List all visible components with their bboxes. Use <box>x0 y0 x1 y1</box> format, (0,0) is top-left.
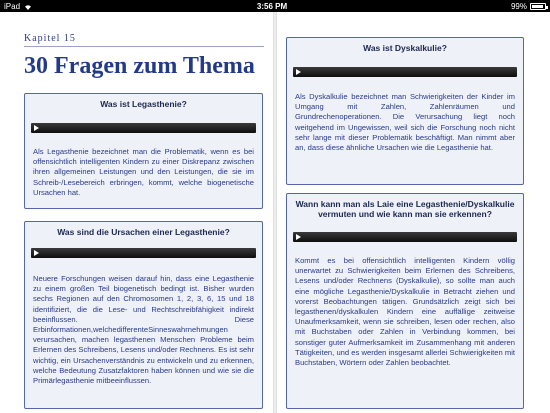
chapter-label: Kapitel 15 <box>24 33 76 44</box>
battery-percent: 99% <box>510 1 527 11</box>
question-title: Was ist Dyskalkulie? <box>363 43 447 53</box>
play-icon[interactable] <box>34 125 39 131</box>
chapter-divider <box>24 46 264 47</box>
question-title: Was ist Legasthenie? <box>100 99 187 109</box>
play-icon[interactable] <box>296 234 301 240</box>
page-title: 30 Fragen zum Thema <box>24 53 255 79</box>
play-icon[interactable] <box>34 250 39 256</box>
audio-player[interactable] <box>31 248 256 258</box>
question-card-dyskalkulie <box>286 37 524 185</box>
status-bar <box>0 0 550 12</box>
answer-text: Als Legasthenie bezeichnet man die Problematik, wenn es bei offensichtlich intelligenten Kindern zu einer Diskrepanz zwischen ihren allgemeinen Leistungen und den Leistungen, die sie im Schreib-/Lesebereich erbringen, kommt, welche biogenetische Ursachen hat. <box>33 147 254 197</box>
status-right <box>511 2 546 11</box>
answer-text: Als Dyskalkulie bezeichnet man Schwierigkeiten der Kinder im Umgang mit Zahlen, Zahlenräumen und Grundrechenoperationen. Die Verursachung liegt noch weitgehend im Ungewissen, weil sich die Forschung noch nicht sehr lange mit dieser Problematik beschäftigt. Man nimmt aber an, dass diese ähnliche Ursachen wie die Legasthenie hat. <box>295 92 515 153</box>
battery-icon <box>530 3 546 10</box>
page-gutter <box>273 12 277 413</box>
answer-text: Neuere Forschungen weisen darauf hin, dass eine Legasthenie zu einem großen Teil biogenetisch bedingt ist. Bisher wurden sechs Regionen auf den Chromosomen 1, 2, 3, 6, 15 und 18 identifiziert, die die Lese- und Rechtschreibfähigkeit indirekt beeinflussen. Diese Erbinformationen,welchedifferenteSinneswahrnehmungen verursachen, machen legasthenen Menschen Probleme beim Erlernen des Schreibens, Lesens und/oder Rechnens. Es ist sehr wichtig, ein Ursachenverständnis zu entwickeln und zu erkennen, welche Bedeutung Zusatzfaktoren haben können und wie sie die Primärlegasthenie mitbeeinflussen. <box>33 274 254 386</box>
play-icon[interactable] <box>296 69 301 75</box>
question-card-ursachen <box>24 221 263 409</box>
question-card-legasthenie <box>24 93 263 209</box>
book-page <box>0 12 550 413</box>
status-time: 3:56 PM <box>256 1 288 11</box>
device-name: iPad <box>4 1 21 11</box>
audio-player[interactable] <box>293 67 517 77</box>
answer-text: Kommt es bei offensichtlich intelligenten Kindern völlig unerwartet zu Schwierigkeiten beim Erlernen des Schreibens, Lesens und/oder Rechnens (Dyskalkulie), so sollte man auch eine mögliche Legasthenie/Dyskalkulie in Betracht ziehen und vorerst Beobachtungen tätigen. Grundsätzlich zeigt sich bei legasthenen/dyskalkulen Kindern eine auffällige zeitweise Unaufmerksamkeit, wenn sie schreiben, lesen oder rechen, also mit Buchstaben oder Zahlen in Verbindung kommen, bei sonstiger guter Aufmerksamkeit im Zusammenhang mit anderen Tätigkeiten, und es werden insgesamt allerlei Schwierigkeiten mit Buchstaben, Wörtern oder Zahlen beobachtet. <box>295 256 515 368</box>
status-left <box>4 2 33 11</box>
wifi-icon <box>23 3 33 10</box>
audio-player[interactable] <box>293 232 517 242</box>
audio-player[interactable] <box>31 123 256 133</box>
question-card-erkennen <box>286 193 524 409</box>
question-title: Wann kann man als Laie eine Legasthenie/Dyskalkulie vermuten und wie kann man sie erkennen? <box>295 199 515 219</box>
question-title: Was sind die Ursachen einer Legasthenie? <box>57 227 230 237</box>
